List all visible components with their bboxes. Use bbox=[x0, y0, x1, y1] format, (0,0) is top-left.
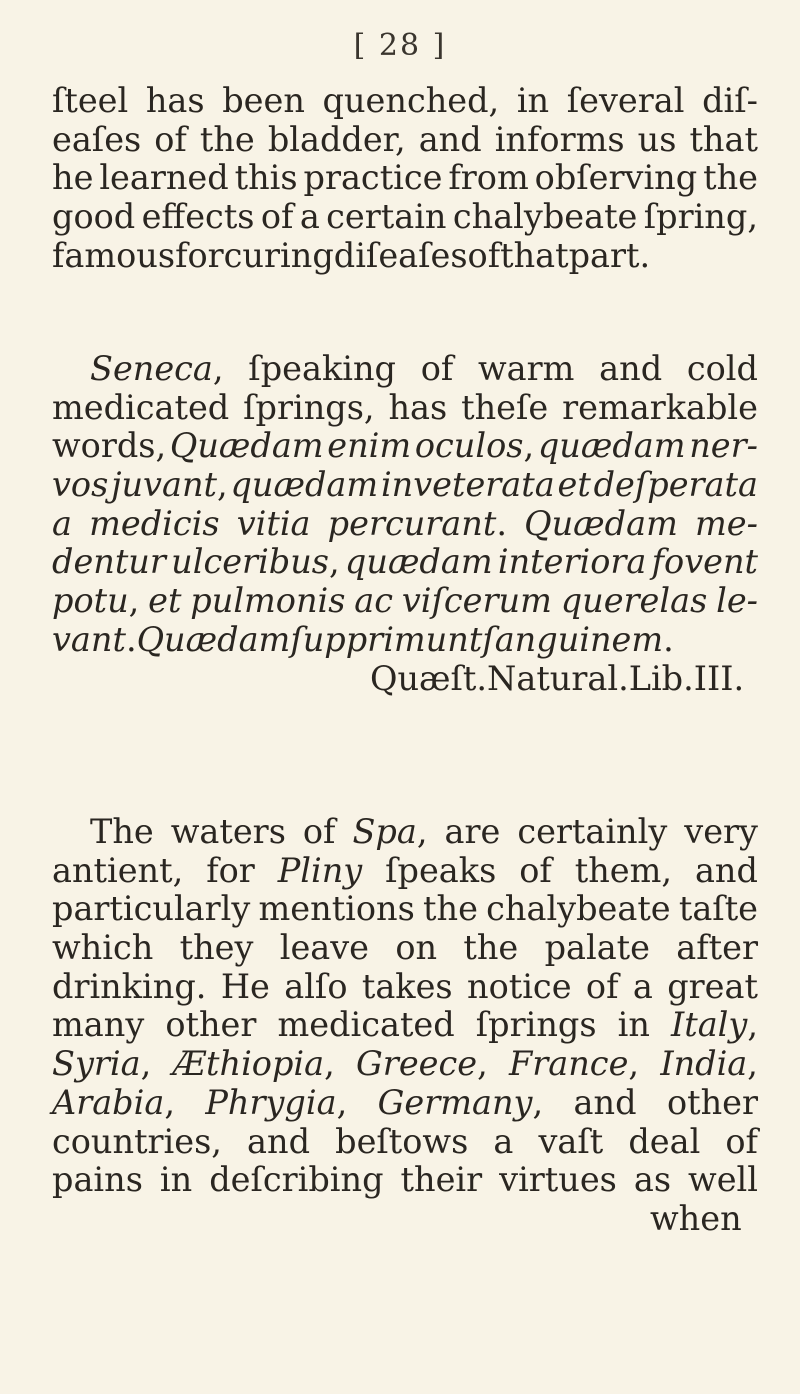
word: ſprings, bbox=[243, 387, 375, 427]
text-line bbox=[52, 1006, 758, 1045]
word: Lib. bbox=[628, 658, 694, 698]
word: the bbox=[423, 889, 478, 929]
text-line bbox=[52, 121, 758, 160]
word: this bbox=[234, 158, 298, 198]
word: ſprings bbox=[475, 1005, 597, 1045]
word: fovent bbox=[651, 542, 758, 582]
word: and bbox=[599, 349, 663, 388]
word: cold bbox=[686, 349, 758, 388]
word: curing bbox=[223, 235, 334, 275]
word: informs bbox=[494, 119, 625, 159]
word: and bbox=[573, 1082, 637, 1122]
word: other bbox=[666, 1082, 758, 1122]
word: has bbox=[388, 387, 448, 427]
word: their bbox=[400, 1160, 483, 1200]
word: famous bbox=[52, 235, 176, 275]
word: vaſt bbox=[538, 1121, 604, 1161]
word: taſte bbox=[678, 889, 758, 929]
word: particularly bbox=[52, 889, 251, 929]
text-line bbox=[52, 1084, 758, 1123]
word: and bbox=[418, 119, 482, 159]
word: querelas bbox=[560, 581, 708, 621]
text-line bbox=[52, 389, 758, 428]
text-line bbox=[52, 159, 758, 198]
word: virtues bbox=[499, 1160, 617, 1200]
text-line bbox=[52, 350, 758, 389]
word: obſerving bbox=[534, 158, 698, 198]
text-line bbox=[52, 852, 758, 891]
word: vos bbox=[52, 465, 109, 505]
word: us bbox=[637, 119, 677, 159]
word: diſ- bbox=[702, 81, 758, 120]
word: He bbox=[220, 966, 270, 1006]
word: et bbox=[148, 581, 182, 621]
word: potu, bbox=[52, 581, 140, 621]
word: enim bbox=[327, 426, 412, 466]
text-line bbox=[52, 1123, 758, 1162]
word: Germany, bbox=[377, 1082, 544, 1122]
word: great bbox=[667, 966, 758, 1006]
word: well bbox=[688, 1160, 758, 1200]
word: Quædam bbox=[169, 426, 324, 466]
word: Arabia, bbox=[52, 1082, 175, 1122]
word: me- bbox=[695, 503, 758, 543]
word: palate bbox=[544, 928, 650, 968]
word: effects bbox=[141, 197, 255, 237]
word: France, bbox=[509, 1044, 640, 1084]
page-header: [ 28 ] bbox=[353, 28, 447, 63]
word: a bbox=[299, 197, 320, 237]
word: certainly bbox=[517, 812, 668, 851]
word: percurant. bbox=[327, 503, 507, 543]
word: of bbox=[302, 812, 336, 851]
text-line bbox=[52, 505, 758, 544]
word: medicis bbox=[89, 503, 220, 543]
text-line bbox=[52, 427, 758, 466]
word: Spa, bbox=[352, 812, 428, 851]
text-line bbox=[52, 237, 758, 276]
word: that bbox=[689, 119, 758, 159]
text-line bbox=[52, 890, 758, 929]
paragraph-3 bbox=[52, 813, 758, 1239]
word: chalybeate bbox=[452, 197, 638, 237]
citation-line bbox=[52, 660, 758, 699]
word: countries, bbox=[52, 1121, 222, 1161]
word: notice bbox=[467, 966, 572, 1006]
text-line bbox=[52, 929, 758, 968]
word: quædam bbox=[537, 426, 686, 466]
word: Quædam bbox=[524, 503, 678, 543]
word: et bbox=[557, 465, 591, 505]
word: Greece, bbox=[356, 1044, 488, 1084]
word: India, bbox=[660, 1044, 758, 1084]
word: pulmonis bbox=[190, 581, 346, 621]
word: Italy, bbox=[671, 1005, 758, 1045]
word: juvant, bbox=[111, 465, 228, 505]
word: on bbox=[395, 928, 438, 968]
word: Natural. bbox=[487, 658, 629, 698]
word: when bbox=[650, 1198, 742, 1238]
word: mentions bbox=[258, 889, 415, 929]
word: dentur bbox=[52, 542, 166, 582]
word: ner- bbox=[689, 426, 758, 466]
text-line bbox=[52, 1045, 758, 1084]
word: III. bbox=[693, 658, 745, 698]
word: very bbox=[684, 812, 758, 851]
word: vant. bbox=[52, 619, 137, 659]
word: in bbox=[516, 81, 550, 120]
word: of bbox=[585, 966, 619, 1006]
word: in bbox=[159, 1160, 193, 1200]
paragraph-2 bbox=[52, 350, 758, 698]
word: are bbox=[444, 812, 501, 851]
text-line bbox=[52, 813, 758, 852]
word: The bbox=[90, 812, 154, 851]
word: practice bbox=[303, 158, 443, 198]
word: part. bbox=[568, 235, 651, 275]
word: ſpeaking bbox=[248, 349, 396, 388]
word: medicated bbox=[277, 1005, 455, 1045]
word: deſcribing bbox=[209, 1160, 384, 1200]
word: viſcerum bbox=[401, 581, 552, 621]
word: ſteel bbox=[52, 81, 129, 120]
word: Æthiopia, bbox=[172, 1044, 335, 1084]
word: for bbox=[206, 850, 255, 890]
word: the bbox=[703, 158, 758, 198]
word: oculos, bbox=[414, 426, 535, 466]
word: in bbox=[617, 1005, 650, 1045]
word: good bbox=[52, 197, 136, 237]
word: deal bbox=[628, 1121, 701, 1161]
word: ſanguinem. bbox=[482, 619, 674, 659]
word: the bbox=[199, 119, 255, 159]
word: Phrygia, bbox=[205, 1082, 348, 1122]
word: been bbox=[222, 81, 305, 120]
word: ſeveral bbox=[566, 81, 685, 120]
word: leave bbox=[279, 928, 369, 968]
text-line bbox=[52, 466, 758, 505]
word: ſpeaks bbox=[385, 850, 497, 890]
word: ulceribus, bbox=[171, 542, 340, 582]
word: beſtows bbox=[335, 1121, 469, 1161]
word: takes bbox=[361, 966, 453, 1006]
word: vitia bbox=[236, 503, 311, 543]
word: drinking. bbox=[52, 966, 207, 1006]
word: a bbox=[493, 1121, 514, 1161]
text-line bbox=[52, 1161, 758, 1200]
word: has bbox=[145, 81, 205, 120]
word: of bbox=[420, 349, 454, 388]
word: deſperata bbox=[593, 465, 758, 505]
word: Pliny bbox=[277, 850, 363, 890]
text-line bbox=[52, 198, 758, 237]
catchword bbox=[52, 1200, 758, 1239]
text-line bbox=[52, 543, 758, 582]
word: a bbox=[52, 503, 72, 543]
word: interiora bbox=[497, 542, 647, 582]
word: as bbox=[633, 1160, 672, 1200]
word: Quædam bbox=[136, 619, 291, 659]
word: certain bbox=[326, 197, 447, 237]
word: ſupprimunt bbox=[290, 619, 483, 659]
word: quædam bbox=[344, 542, 493, 582]
word: of bbox=[467, 235, 501, 275]
word: which bbox=[52, 928, 154, 968]
word: that bbox=[500, 235, 569, 275]
word: a bbox=[632, 966, 653, 1006]
word: quenched, bbox=[322, 81, 500, 120]
word: the bbox=[463, 928, 519, 968]
word: inveterata bbox=[380, 465, 555, 505]
word: chalybeate bbox=[486, 889, 671, 929]
word: waters bbox=[170, 812, 286, 851]
word: medicated bbox=[52, 387, 230, 427]
word: of bbox=[519, 850, 552, 890]
word: of bbox=[725, 1121, 758, 1161]
word: quædam bbox=[230, 465, 379, 505]
word: them, bbox=[574, 850, 673, 890]
word: words, bbox=[52, 426, 167, 466]
word: they bbox=[179, 928, 254, 968]
text-line bbox=[52, 968, 758, 1007]
word: ac bbox=[354, 581, 394, 621]
word: ſpring, bbox=[643, 197, 758, 237]
text-line bbox=[52, 621, 758, 660]
word: from bbox=[448, 158, 529, 198]
word: of bbox=[260, 197, 294, 237]
word: alſo bbox=[284, 966, 348, 1006]
word: diſeaſes bbox=[333, 235, 468, 275]
word: many bbox=[52, 1005, 145, 1045]
word: learned bbox=[99, 158, 229, 198]
word: Quæſt. bbox=[370, 658, 488, 698]
word: other bbox=[165, 1005, 257, 1045]
word: pains bbox=[52, 1160, 143, 1200]
word: eaſes bbox=[52, 119, 142, 159]
word: and bbox=[247, 1121, 311, 1161]
word: theſe bbox=[461, 387, 549, 427]
word: remarkable bbox=[562, 387, 758, 427]
word: of bbox=[154, 119, 187, 159]
word: warm bbox=[478, 349, 575, 388]
word: and bbox=[694, 850, 758, 890]
word: Syria, bbox=[52, 1044, 152, 1084]
word: bladder, bbox=[267, 119, 406, 159]
word: antient, bbox=[52, 850, 184, 890]
word: le- bbox=[716, 581, 758, 621]
text-line bbox=[52, 82, 758, 121]
text-line bbox=[52, 582, 758, 621]
word: he bbox=[52, 158, 94, 198]
word: for bbox=[175, 235, 224, 275]
paragraph-1 bbox=[52, 82, 758, 275]
word: after bbox=[676, 928, 758, 968]
word: Seneca, bbox=[90, 349, 224, 388]
